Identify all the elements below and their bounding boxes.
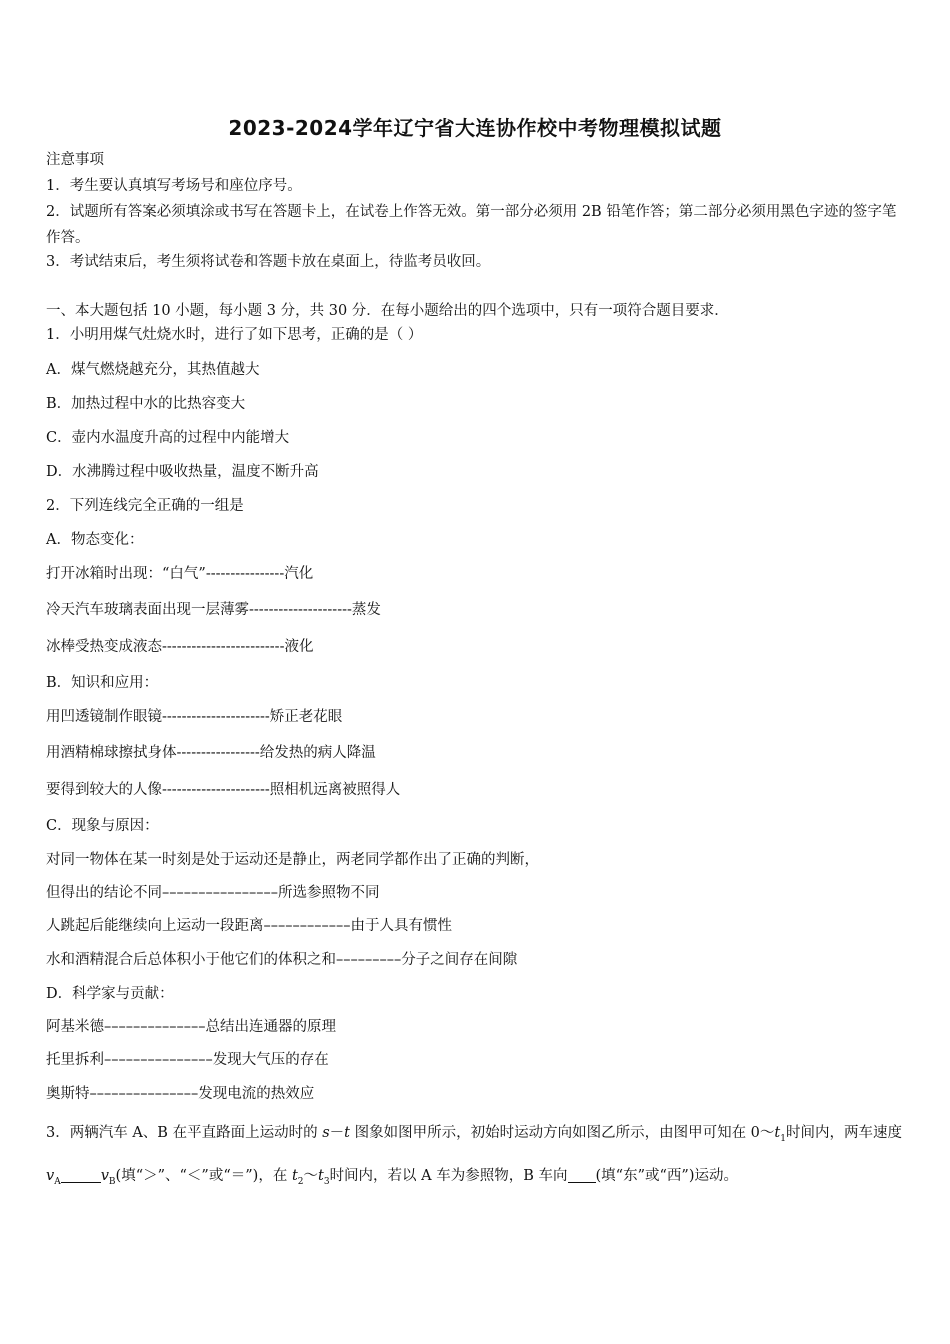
q2-c-heading: C．现象与原因：: [46, 818, 159, 834]
q2-c-line-3: 人跳起后能继续向上运动一段距离––––––––––––由于人具有惯性: [46, 918, 452, 934]
q2-b-line-1: 用凹透镜制作眼镜----------------------矫正老花眼: [46, 709, 343, 725]
q2-c-line-1: 对同一物体在某一时刻是处于运动还是静止，两老同学都作出了正确的判断，: [46, 852, 539, 868]
q2-a-heading: A．物态变化：: [46, 532, 144, 548]
q3-t1-subscript: 1: [780, 1133, 786, 1144]
q3-text-4: (填“＞”、“＜”或“＝”)，在: [115, 1167, 292, 1184]
notice-item-3: 3．考试结束后，考生须将试卷和答题卡放在桌面上，待监考员收回。: [46, 254, 491, 270]
notice-item-2: 2．试题所有答案必须填涂或书写在答题卡上，在试卷上作答无效。第一部分必须用 2B 铅笔作答；第二部分必须用黑色字迹的签字笔作答。: [46, 204, 897, 246]
q2-d-line-2: 托里拆利–––––––––––––––发现大气压的存在: [46, 1052, 329, 1068]
q3-answer-blank-2[interactable]: [568, 1166, 596, 1183]
q2-a-line-2: 冷天汽车玻璃表面出现一层薄雾---------------------蒸发: [46, 602, 381, 618]
q2-a-line-1: 打开冰箱时出现：“白气”----------------汽化: [46, 566, 314, 582]
q2-a-line-3: 冰棒受热变成液态-------------------------液化: [46, 639, 314, 655]
q2-b-line-2: 用酒精棉球擦拭身体-----------------给发热的病人降温: [46, 745, 376, 761]
q2-b-heading: B．知识和应用：: [46, 675, 159, 691]
q1-option-b: B．加热过程中水的比热容变大: [46, 396, 246, 412]
q3-tilde: ～: [303, 1167, 318, 1184]
q2-b-line-3: 要得到较大的人像----------------------照相机远离被照得人: [46, 782, 401, 798]
q3-vb-subscript: B: [108, 1176, 116, 1187]
notice-heading: 注意事项: [46, 152, 104, 168]
q2-c-line-4: 水和酒精混合后总体积小于他它们的体积之和–––––––––分子之间存在间隙: [46, 952, 518, 968]
q2-c-line-2: 但得出的结论不同––––––––––––––––所选参照物不同: [46, 885, 380, 901]
q2-stem: 2．下列连线完全正确的一组是: [46, 498, 244, 514]
q3-t2-symbol: t: [291, 1167, 298, 1184]
q3-va-symbol: v: [46, 1167, 55, 1184]
q3-va-subscript: A: [54, 1176, 61, 1187]
q3-text-6: (填“东”或“西”)运动。: [595, 1167, 738, 1184]
q3-t1-symbol: t: [774, 1125, 781, 1141]
q1-option-d: D．水沸腾过程中吸收热量，温度不断升高: [46, 464, 319, 480]
section-heading: 一、本大题包括 10 小题，每小题 3 分，共 30 分．在每小题给出的四个选项中，只有一项符合题目要求．: [46, 303, 729, 319]
q2-d-line-1: 阿基米德––––––––––––––总结出连通器的原理: [46, 1019, 336, 1035]
q3-dash: －: [329, 1125, 345, 1141]
notice-item-1: 1．考生要认真填写考场号和座位序号。: [46, 178, 302, 194]
page-title: 2023-2024学年辽宁省大连协作校中考物理模拟试题: [228, 116, 722, 140]
q3-text-2: 图象如图甲所示，初始时运动方向如图乙所示，由图甲可知在 0～: [349, 1125, 775, 1141]
q3-stem: [46, 1115, 904, 1201]
q3-text-3: 时间内，两车速度: [785, 1125, 902, 1141]
q1-stem: 1．小明用煤气灶烧水时，进行了如下思考，正确的是（ ）: [46, 327, 423, 343]
q3-t3-symbol: t: [318, 1167, 324, 1184]
q3-text-1: 3．两辆汽车 A、B 在平直路面上运动时的: [46, 1125, 323, 1141]
q3-t-symbol: t: [344, 1125, 350, 1141]
q1-option-a: A．煤气燃烧越充分，其热值越大: [46, 362, 260, 378]
q3-vb-symbol: v: [100, 1167, 109, 1184]
q2-d-line-3: 奥斯特–––––––––––––––发现电流的热效应: [46, 1086, 315, 1102]
q3-s-symbol: s: [322, 1125, 330, 1141]
q3-answer-blank-1[interactable]: [61, 1166, 101, 1183]
q3-t3-subscript: 3: [323, 1176, 330, 1187]
q2-d-heading: D．科学家与贡献：: [46, 986, 174, 1002]
q3-t2-subscript: 2: [297, 1176, 304, 1187]
q3-text-5: 时间内，若以 A 车为参照物，B 车向: [329, 1167, 568, 1184]
q1-option-c: C．壶内水温度升高的过程中内能增大: [46, 430, 290, 446]
